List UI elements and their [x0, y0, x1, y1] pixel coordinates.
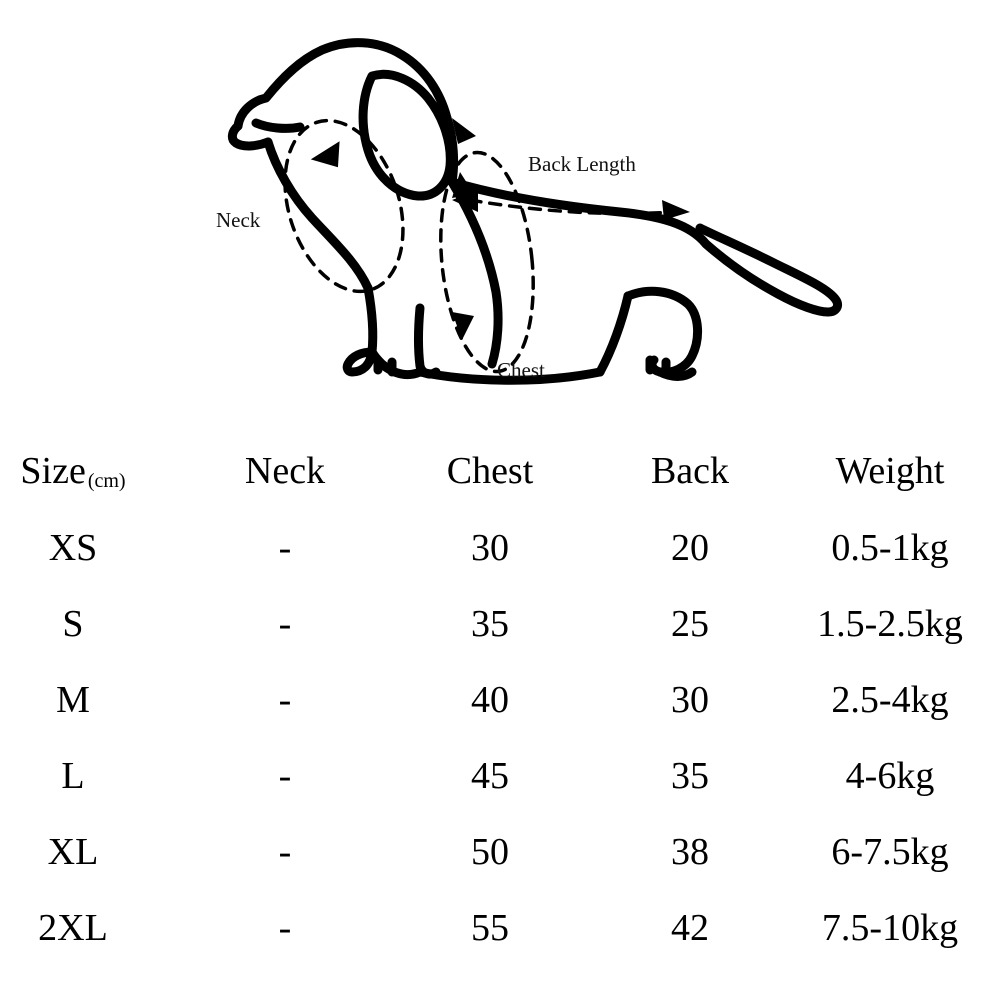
cell-neck: - — [278, 527, 292, 569]
neck-measure-loop — [264, 105, 423, 306]
back-length-label: Back Length — [528, 152, 636, 176]
neck-label: Neck — [216, 208, 261, 232]
cell-chest: 55 — [471, 907, 509, 949]
cell-neck: - — [278, 755, 292, 797]
column-header-neck: Neck — [244, 450, 326, 492]
table-row — [0, 662, 1000, 738]
cell-size — [0, 890, 190, 966]
cell-back: 35 — [671, 755, 709, 797]
cell-back: 20 — [671, 527, 709, 569]
dog-measurement-diagram — [0, 0, 1000, 430]
cell-weight: 6-7.5kg — [831, 831, 949, 873]
size-value: M — [56, 679, 90, 721]
column-header-size — [0, 432, 190, 510]
cell-size — [0, 510, 190, 586]
size-unit-label: (cm) — [87, 470, 126, 492]
cell-back: 42 — [671, 907, 709, 949]
cell-neck: - — [278, 831, 292, 873]
chest-label: Chest — [497, 358, 545, 382]
cell-chest: 35 — [471, 603, 509, 645]
cell-chest: 30 — [471, 527, 509, 569]
cell-chest: 45 — [471, 755, 509, 797]
cell-weight: 7.5-10kg — [821, 907, 959, 949]
size-value: L — [61, 755, 85, 797]
size-value: XL — [47, 831, 99, 873]
size-value: 2XL — [38, 907, 108, 949]
cell-chest: 40 — [471, 679, 509, 721]
column-header-weight: Weight — [835, 450, 945, 492]
cell-back: 30 — [671, 679, 709, 721]
cell-weight: 4-6kg — [845, 755, 935, 797]
column-header-chest: Chest — [446, 450, 534, 492]
cell-neck: - — [278, 907, 292, 949]
cell-neck: - — [278, 679, 292, 721]
table-row — [0, 586, 1000, 662]
cell-weight: 0.5-1kg — [831, 527, 949, 569]
table-header-row — [0, 432, 1000, 510]
cell-back: 25 — [671, 603, 709, 645]
cell-size — [0, 662, 190, 738]
table-row — [0, 738, 1000, 814]
cell-back: 38 — [671, 831, 709, 873]
column-header-size-label: Size — [20, 450, 86, 492]
cell-size — [0, 586, 190, 662]
table-row — [0, 814, 1000, 890]
cell-weight: 1.5-2.5kg — [817, 603, 963, 645]
cell-weight: 2.5-4kg — [831, 679, 949, 721]
table-row — [0, 510, 1000, 586]
cell-size — [0, 738, 190, 814]
size-chart-table — [0, 432, 1000, 966]
dog-outline — [232, 43, 837, 381]
cell-chest: 50 — [471, 831, 509, 873]
size-value: S — [62, 603, 84, 645]
table-row — [0, 890, 1000, 966]
column-header-back: Back — [650, 450, 730, 492]
size-value: XS — [48, 527, 98, 569]
cell-size — [0, 814, 190, 890]
cell-neck: - — [278, 603, 292, 645]
